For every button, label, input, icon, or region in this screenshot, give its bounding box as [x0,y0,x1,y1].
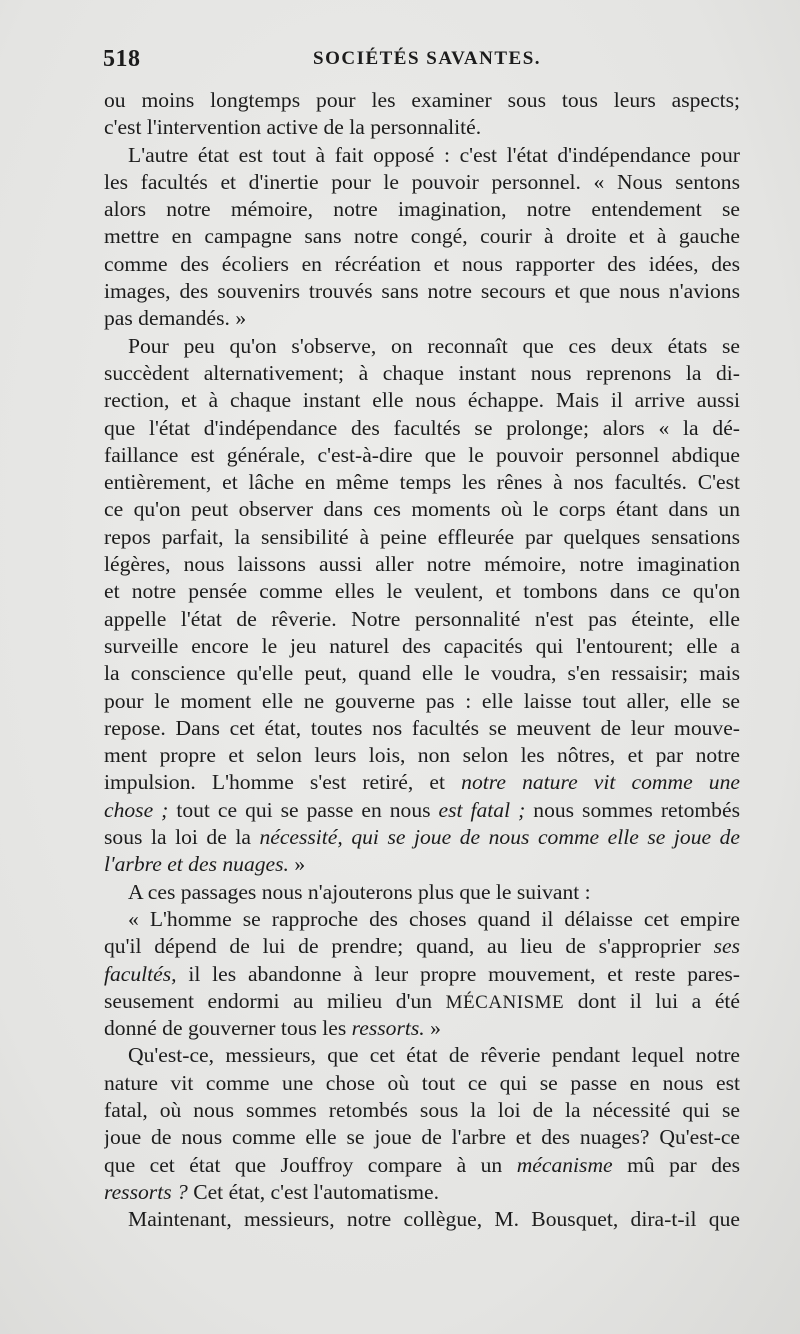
text-run: » [424,1016,441,1041]
text-line: Qu'est-ce, messieurs, que cet état de rêverie pendant lequel notre [128,1043,740,1068]
text-line [104,851,740,878]
text-line [104,797,740,824]
text-run: seusement endormi au milieu d'un [104,988,446,1013]
text-line [104,1179,740,1206]
text-run: il les abandonne à leur propre mouvement, et reste pares- [176,961,740,986]
text-line: succèdent alternativement; à chaque instant nous reprenons la di- [104,360,740,385]
text-line: appelle l'état de rêverie. Notre personnalité n'est pas éteinte, elle [104,606,740,631]
text-line: fatal, où nous sommes retombés sous la loi de la nécessité qui se [104,1097,740,1122]
page-number: 518 [103,46,141,72]
text-line: « L'homme se rapproche des choses quand il délaisse cet empire [128,906,740,931]
text-line [104,1152,740,1179]
italic-run: facultés, [104,961,177,986]
text-line: mettre en campagne sans notre congé, courir à droite et à gauche [104,224,740,249]
text-line [104,824,740,851]
text-line [104,988,740,1015]
text-line: légères, nous laissons aussi aller notre mémoire, notre imagination [104,552,740,577]
text-run: mû par des [612,1152,740,1177]
italic-run: ses [713,934,740,959]
text-run: dont il lui a été [564,988,740,1013]
text-run: nous sommes retombés [525,797,740,822]
text-line: surveille encore le jeu naturel des capacités qui l'entourent; elle a [104,633,740,658]
italic-run: mécanisme [516,1152,613,1177]
text-line: que l'état d'indépendance des facultés se prolonge; alors « la dé- [104,415,740,440]
italic-run: chose ; [104,797,169,822]
small-caps-run: MÉCANISME [445,991,565,1013]
italic-run: ressorts ? [104,1179,188,1204]
italic-run: l'arbre et des nuages. [104,852,289,877]
page-header [103,46,740,78]
text-line: c'est l'intervention active de la personnalité. [104,115,482,140]
text-line: nature vit comme une chose où tout ce qui se passe en nous est [104,1070,740,1095]
text-line: Pour peu qu'on s'observe, on reconnaît que ces deux états se [128,333,740,358]
text-line: et notre pensée comme elles le veulent, et tombons dans ce qu'on [104,579,740,604]
text-line: images, des souvenirs trouvés sans notre secours et que nous n'avions [104,279,740,304]
text-line: L'autre état est tout à fait opposé : c'est l'état d'indépendance pour [128,142,740,167]
text-line [104,933,740,960]
text-line: ment propre et selon leurs lois, non selon les nôtres, et par notre [104,743,740,768]
text-run: donné de gouverner tous les [104,1016,352,1041]
text-run: tout ce qui se passe en nous [168,797,439,822]
text-line: joue de nous comme elle se joue de l'arbre et des nuages? Qu'est-ce [104,1125,740,1150]
text-line: pas demandés. » [104,306,247,331]
italic-run: nécessité, qui se joue de nous comme elle se joue de [259,825,740,850]
text-run: qu'il dépend de lui de prendre; quand, au lieu de s'approprier [104,934,714,959]
text-line: comme des écoliers en récréation et nous rapporter des idées, des [104,251,740,276]
text-line: ce qu'on peut observer dans ces moments où le corps étant dans un [104,497,740,522]
text-line: les facultés et d'inertie pour le pouvoir personnel. « Nous sentons [104,169,740,194]
text-line [104,769,740,796]
text-line: repos parfait, la sensibilité à peine effleurée par quelques sensations [104,524,740,549]
text-line: Maintenant, messieurs, notre collègue, M. Bousquet, dira-t-il que [128,1207,740,1232]
text-line: alors notre mémoire, notre imagination, notre entendement se [104,197,740,222]
text-run: impulsion. L'homme s'est retiré, et [104,770,462,795]
text-line: rection, et à chaque instant elle nous échappe. Mais il arrive aussi [104,388,740,413]
text-line [104,961,740,988]
text-run: Cet état, c'est l'automatisme. [187,1179,440,1204]
text-line: entièrement, et lâche en même temps les rênes à nos facultés. C'est [104,470,740,495]
text-line [104,1015,740,1042]
text-line: ou moins longtemps pour les examiner sous tous leurs aspects; [104,88,740,112]
text-line: faillance est générale, c'est-à-dire que le pouvoir personnel abdique [104,442,740,467]
italic-run: notre nature vit comme une [461,770,740,795]
text-run: » [288,852,306,877]
italic-run: est fatal ; [438,797,526,822]
text-line: la conscience qu'elle peut, quand elle le voudra, s'en ressaisir; mais [104,661,740,686]
text-line: pour le moment elle ne gouverne pas : elle laisse tout aller, elle se [104,688,740,713]
running-head: SOCIÉTÉS SAVANTES. [313,48,542,69]
text-line: repose. Dans cet état, toutes nos facultés se meuvent de leur mouve- [104,715,740,740]
text-run: que cet état que Jouffroy compare à un [104,1152,517,1177]
body-text [104,87,740,1233]
italic-run: ressorts. [351,1016,425,1041]
text-run: sous la loi de la [104,825,260,850]
text-line: A ces passages nous n'ajouterons plus que le suivant : [128,879,591,904]
